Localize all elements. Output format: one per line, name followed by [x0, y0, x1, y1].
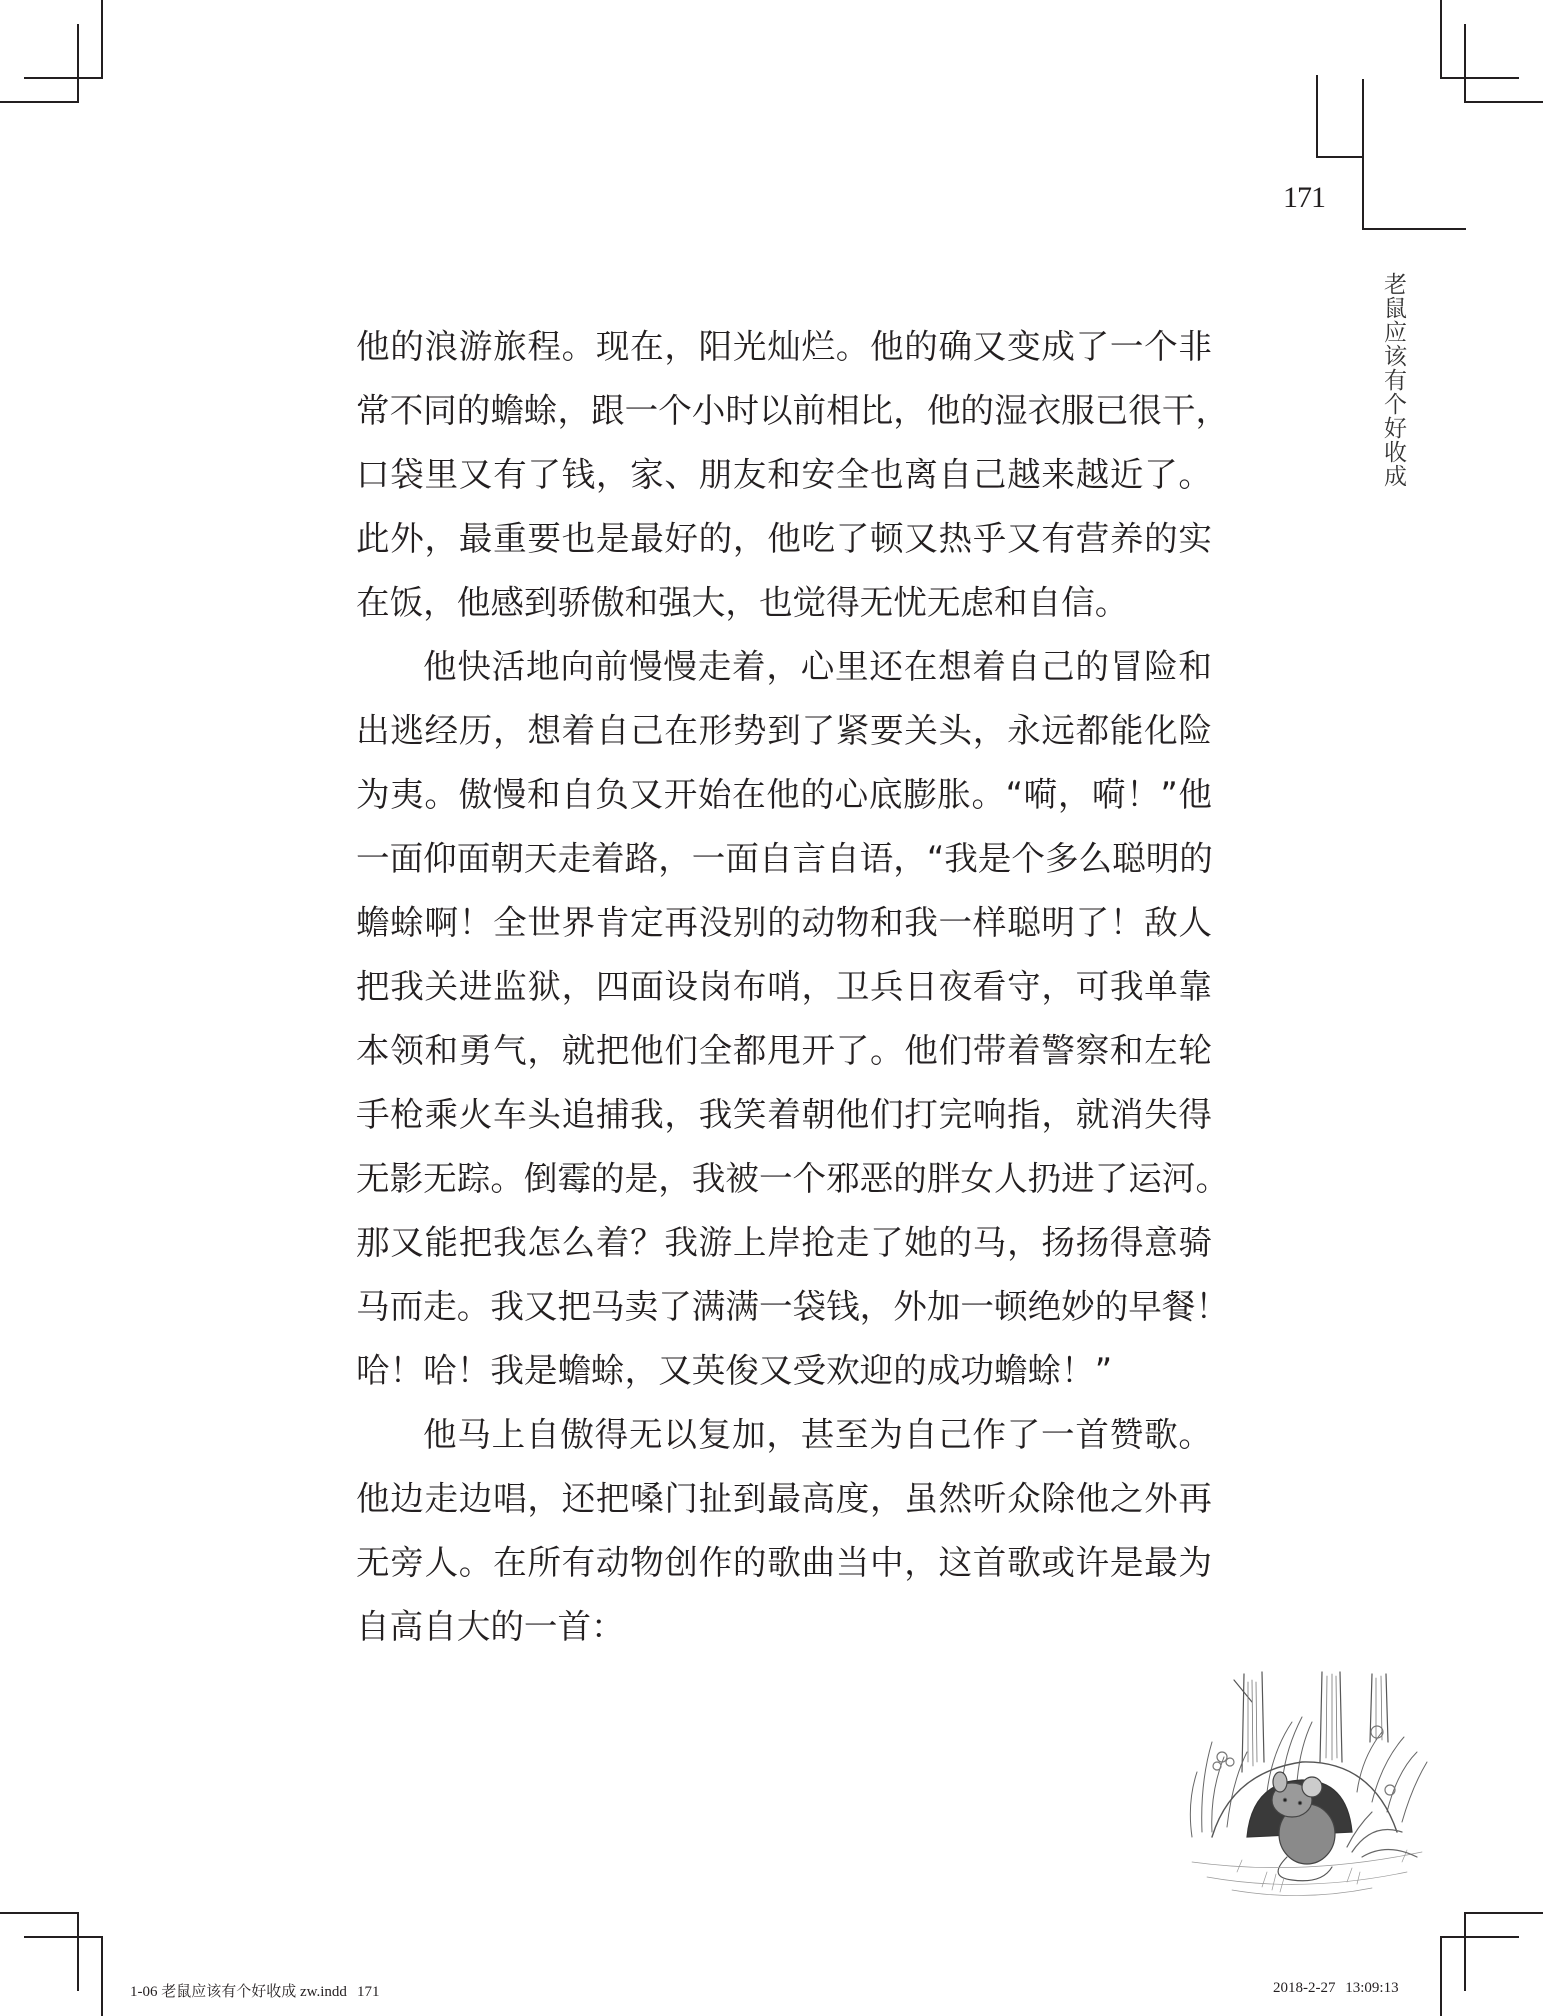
crop-mark: [0, 1912, 79, 1914]
text-line: 出逃经历，想着自己在形势到了紧要关头，永远都能化险: [356, 711, 1212, 750]
crop-mark: [0, 101, 79, 103]
text-line: 哈！哈！我是蟾蜍，又英俊又受欢迎的成功蟾蜍！”: [356, 1351, 1113, 1390]
header-rule: [1362, 228, 1466, 230]
text-line: 在饭，他感到骄傲和强大，也觉得无忧无虑和自信。: [356, 583, 1129, 622]
footer-file-page: 171: [356, 1984, 380, 2000]
crop-mark: [1464, 1912, 1466, 1991]
paragraph: [356, 1403, 1212, 1659]
header-rule: [1362, 79, 1364, 230]
text-line: 一面仰面朝天走着路，一面自言自语，“我是个多么聪明的: [356, 839, 1213, 878]
crop-mark: [101, 0, 103, 79]
text-line: 他马上自傲得无以复加，甚至为自己作了一首赞歌。: [423, 1415, 1212, 1454]
text-line: 把我关进监狱，四面设岗布哨，卫兵日夜看守，可我单靠: [356, 967, 1212, 1006]
text-line: 此外，最重要也是最好的，他吃了顿又热乎又有营养的实: [356, 519, 1212, 558]
footer-file-name: 1-06 老鼠应该有个好收成 zw.indd: [130, 1984, 347, 2000]
crop-mark: [1440, 0, 1442, 79]
text-line: 自高自大的一首：: [356, 1607, 625, 1646]
text-line: 为夷。傲慢和自负又开始在他的心底膨胀。“嗬，嗬！”他: [356, 775, 1212, 814]
crop-mark: [1440, 1936, 1519, 1938]
header-rule: [1316, 75, 1318, 158]
crop-mark: [1440, 77, 1519, 79]
paragraph: [356, 315, 1230, 635]
text-line: 他边走边唱，还把嗓门扯到最高度，虽然听众除他之外再: [356, 1479, 1212, 1518]
text-line: 马而走。我又把马卖了满满一袋钱，外加一顿绝妙的早餐！: [356, 1287, 1230, 1326]
body-text: [356, 315, 1230, 1659]
crop-mark: [101, 1936, 103, 2016]
text-line: 口袋里又有了钱，家、朋友和安全也离自己越来越近了。: [356, 455, 1212, 494]
text-line: 蟾蜍啊！全世界肯定再没别的动物和我一样聪明了！敌人: [356, 903, 1212, 942]
text-line: 那又能把我怎么着？我游上岸抢走了她的马，扬扬得意骑: [356, 1223, 1212, 1262]
crop-mark: [1440, 1936, 1442, 2016]
crop-mark: [77, 24, 79, 103]
paragraph: [356, 635, 1230, 1403]
running-title: 老鼠应该有个好收成: [1380, 272, 1406, 488]
mouse-illustration: [1172, 1662, 1434, 1906]
footer-file-label: [130, 1980, 379, 2001]
crop-mark: [1464, 101, 1543, 103]
footer-timestamp: 2018-2-27 13:09:13: [1273, 1980, 1399, 1996]
text-line: 手枪乘火车头追捕我，我笑着朝他们打完响指，就消失得: [356, 1095, 1212, 1134]
text-line: 他的浪游旅程。现在，阳光灿烂。他的确又变成了一个非: [356, 327, 1212, 366]
crop-mark: [24, 1936, 103, 1938]
text-line: 他快活地向前慢慢走着，心里还在想着自己的冒险和: [423, 647, 1212, 686]
page-number: 171: [1283, 181, 1325, 214]
crop-mark: [1464, 1912, 1543, 1914]
crop-mark: [24, 77, 103, 79]
crop-mark: [77, 1912, 79, 1991]
text-line: 无旁人。在所有动物创作的歌曲当中，这首歌或许是最为: [356, 1543, 1212, 1582]
crop-mark: [1464, 24, 1466, 103]
text-line: 常不同的蟾蜍，跟一个小时以前相比，他的湿衣服已很干，: [356, 391, 1230, 430]
header-rule: [1316, 156, 1363, 158]
text-line: 本领和勇气，就把他们全都甩开了。他们带着警察和左轮: [356, 1031, 1212, 1070]
text-line: 无影无踪。倒霉的是，我被一个邪恶的胖女人扔进了运河。: [356, 1159, 1230, 1198]
